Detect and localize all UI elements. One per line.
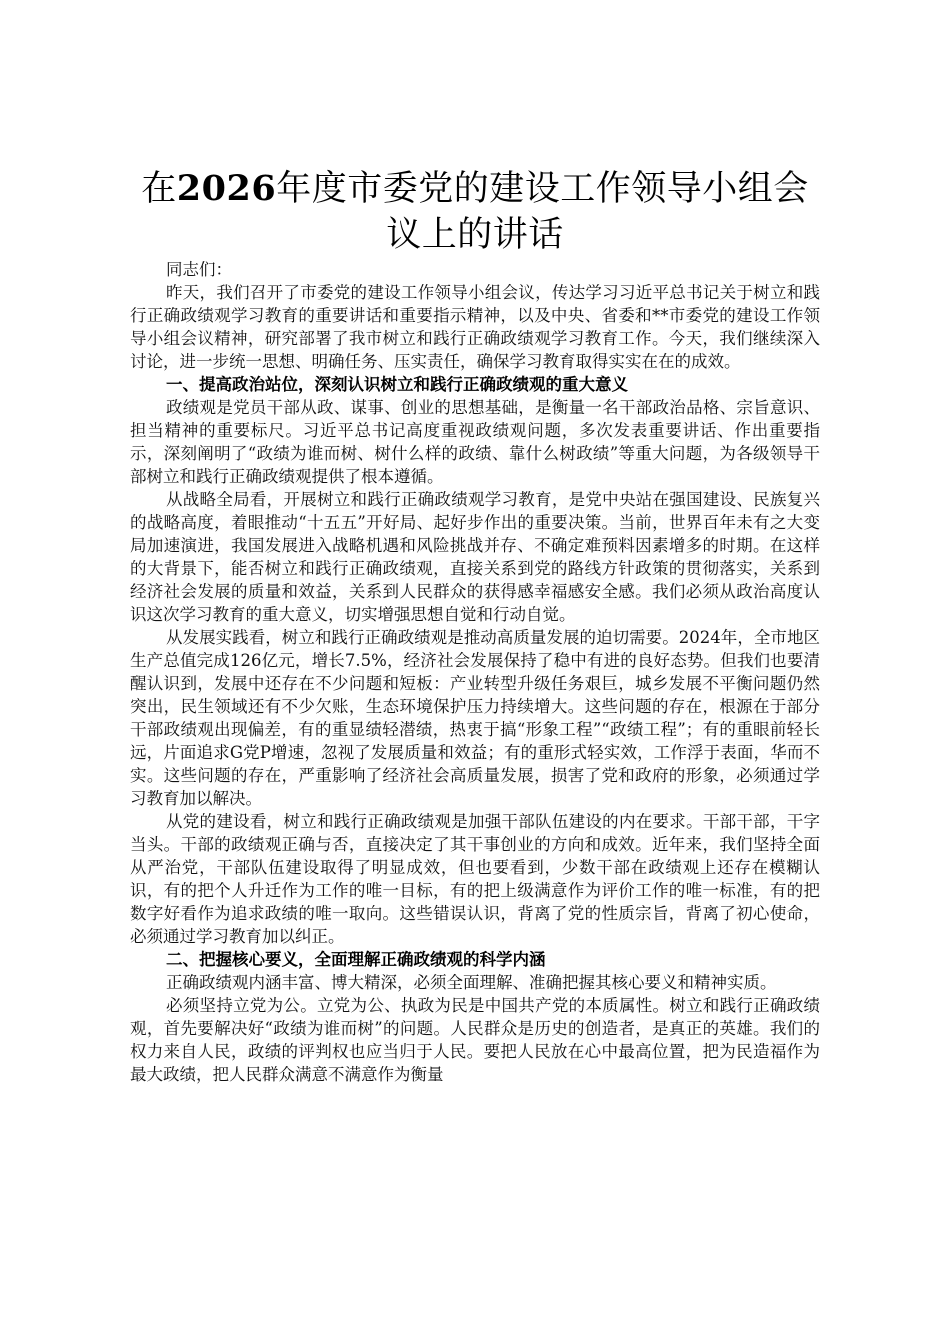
- section-2-heading: 二、把握核心要义，全面理解正确政绩观的科学内涵: [166, 950, 546, 969]
- section-1-paragraph: 从党的建设看，树立和践行正确政绩观是加强干部队伍建设的内在要求。干部干部，干字当头。干部的政绩观正确与否，直接决定了其干事创业的方向和成效。近年来，我们坚持全面从严治党，干部队伍建设取得了明显成效，但也要看到，少数干部在政绩观上还存在模糊认识，有的把个人升迁作为工作的唯一目标，有的把上级满意作为评价工作的唯一标准，有的把数字好看作为追求政绩的唯一取向。这些错误认识，背离了党的性质宗旨，背离了初心使命，必须通过学习教育加以纠正。: [130, 812, 820, 946]
- section-2-paragraph: 必须坚持立党为公。立党为公、执政为民是中国共产党的本质属性。树立和践行正确政绩观，首先要解决好“政绩为谁而树”的问题。人民群众是历史的创造者，是真正的英雄。我们的权力来自人民，政绩的评判权也应当归于人民。要把人民放在心中最高位置，把为民造福作为最大政绩，把人民群众满意不满意作为衡量: [130, 996, 820, 1084]
- intro-paragraph: 昨天，我们召开了市委党的建设工作领导小组会议，传达学习习近平总书记关于树立和践行正确政绩观学习教育的重要讲话和重要指示精神，以及中央、省委和**市委党的建设工作领导小组会议精神，研究部署了我市树立和践行正确政绩观学习教育工作。今天，我们继续深入讨论，进一步统一思想、明确任务、压实责任，确保学习教育取得实实在在的成效。: [130, 283, 820, 371]
- title-suffix: 年度市委党的建设工作领导小组会议上的讲话: [276, 169, 809, 255]
- document-title: [130, 166, 820, 258]
- title-year: 2026: [176, 168, 277, 209]
- title-prefix: 在: [141, 169, 177, 209]
- section-1-paragraph: 从战略全局看，开展树立和践行正确政绩观学习教育，是党中央站在强国建设、民族复兴的战略高度，着眼推动“十五五”开好局、起好步作出的重要决策。当前，世界百年未有之大变局加速演进，我国发展进入战略机遇和风险挑战并存、不确定难预料因素增多的时期。在这样的大背景下，能否树立和践行正确政绩观，直接关系到党的路线方针政策的贯彻落实，关系到经济社会发展的质量和效益，关系到人民群众的获得感幸福感安全感。我们必须从政治高度认识这次学习教育的重大意义，切实增强思想自觉和行动自觉。: [130, 490, 820, 624]
- section-1-paragraph: 从发展实践看，树立和践行正确政绩观是推动高质量发展的迫切需要。2024年，全市地区生产总值完成126亿元，增长7.5%，经济社会发展保持了稳中有进的良好态势。但我们也要清醒认识到，发展中还存在不少问题和短板：产业转型升级任务艰巨，城乡发展不平衡问题仍然突出，民生领域还有不少欠账，生态环境保护压力持续增大。这些问题的存在，根源在于部分干部政绩观出现偏差，有的重显绩轻潜绩，热衷于搞“形象工程”“政绩工程”；有的重眼前轻长远，片面追求G党P增速，忽视了发展质量和效益；有的重形式轻实效，工作浮于表面，华而不实。这些问题的存在，严重影响了经济社会高质量发展，损害了党和政府的形象，必须通过学习教育加以解决。: [130, 628, 820, 808]
- salutation: 同志们：: [166, 260, 232, 279]
- section-2-paragraph: 正确政绩观内涵丰富、博大精深，必须全面理解、准确把握其核心要义和精神实质。: [166, 973, 777, 992]
- section-1-heading: 一、提高政治站位，深刻认识树立和践行正确政绩观的重大意义: [166, 375, 628, 394]
- document-page: [130, 166, 820, 1086]
- section-1-paragraph: 政绩观是党员干部从政、谋事、创业的思想基础，是衡量一名干部政治品格、宗旨意识、担当精神的重要标尺。习近平总书记高度重视政绩观问题，多次发表重要讲话、作出重要指示，深刻阐明了“政绩为谁而树、树什么样的政绩、靠什么树政绩”等重大问题，为各级领导干部树立和践行正确政绩观提供了根本遵循。: [130, 398, 820, 486]
